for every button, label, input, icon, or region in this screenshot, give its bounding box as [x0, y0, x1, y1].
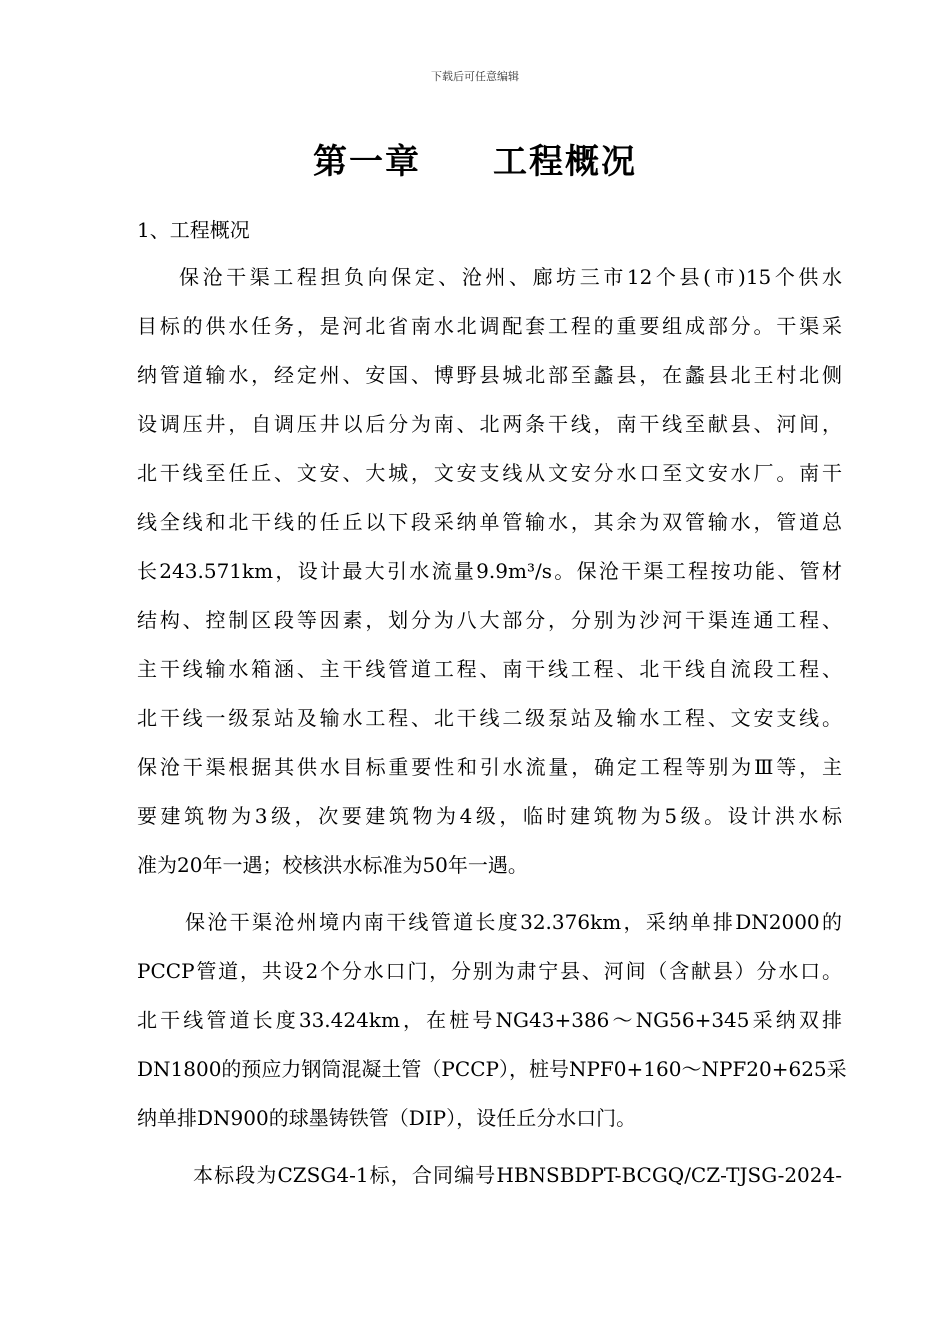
text-line: 设调压井，自调压井以后分为南、北两条干线，南干线至献县、河间，	[137, 412, 842, 436]
paragraph-project-overview	[137, 260, 842, 897]
text-line: 准为20年一遇；校核洪水标准为50年一遇。	[137, 853, 528, 877]
text-line: 纳单排DN900的球墨铸铁管（DIP），设任丘分水口门。	[137, 1106, 637, 1130]
paragraph-contract	[137, 1158, 842, 1207]
text-line: 目标的供水任务，是河北省南水北调配套工程的重要组成部分。干渠采	[137, 314, 842, 338]
body-text	[137, 260, 847, 1207]
section-heading: 1、工程概况	[137, 218, 250, 242]
text-line: 北干线至任丘、文安、大城，文安支线从文安分水口至文安水厂。南干	[137, 461, 842, 485]
text-line: 长243.571km，设计最大引水流量9.9m³/s。保沧干渠工程按功能、管材	[137, 559, 842, 583]
chapter-title: 第一章 工程概况	[313, 142, 637, 182]
paragraph-cangzhou-section	[137, 905, 847, 1150]
text-line: 结构、控制区段等因素，划分为八大部分，分别为沙河干渠连通工程、	[137, 608, 842, 632]
text-line: 北干线管道长度33.424km，在桩号NG43+386～NG56+345采纳双排	[137, 1008, 842, 1032]
text-line: 保沧干渠根据其供水目标重要性和引水流量，确定工程等别为Ⅲ等，主	[137, 755, 842, 779]
text-line: 纳管道输水，经定州、安国、博野县城北部至蠡县，在蠡县北王村北侧	[137, 363, 842, 387]
text-line: 保沧干渠沧州境内南干线管道长度32.376km，采纳单排DN2000的	[185, 910, 842, 934]
text-line: 本标段为CZSG4-1标，合同编号HBNSBDPT-BCGQ/CZ-TJSG-2024-	[193, 1163, 842, 1187]
text-line: 北干线一级泵站及输水工程、北干线二级泵站及输水工程、文安支线。	[137, 706, 842, 730]
text-line: 要建筑物为3级，次要建筑物为4级，临时建筑物为5级。设计洪水标	[137, 804, 842, 828]
text-line: 线全线和北干线的任丘以下段采纳单管输水，其余为双管输水，管道总	[137, 510, 842, 534]
text-line: 保沧干渠工程担负向保定、沧州、廊坊三市12个县(市)15个供水	[179, 265, 842, 289]
text-line: DN1800的预应力钢筒混凝土管（PCCP），桩号NPF0+160～NPF20+625采	[137, 1057, 847, 1081]
page-header-note: 下载后可任意编辑	[431, 70, 519, 83]
text-line: 主干线输水箱涵、主干线管道工程、南干线工程、北干线自流段工程、	[137, 657, 842, 681]
text-line: PCCP管道，共设2个分水口门，分别为肃宁县、河间（含献县）分水口。	[137, 959, 842, 983]
